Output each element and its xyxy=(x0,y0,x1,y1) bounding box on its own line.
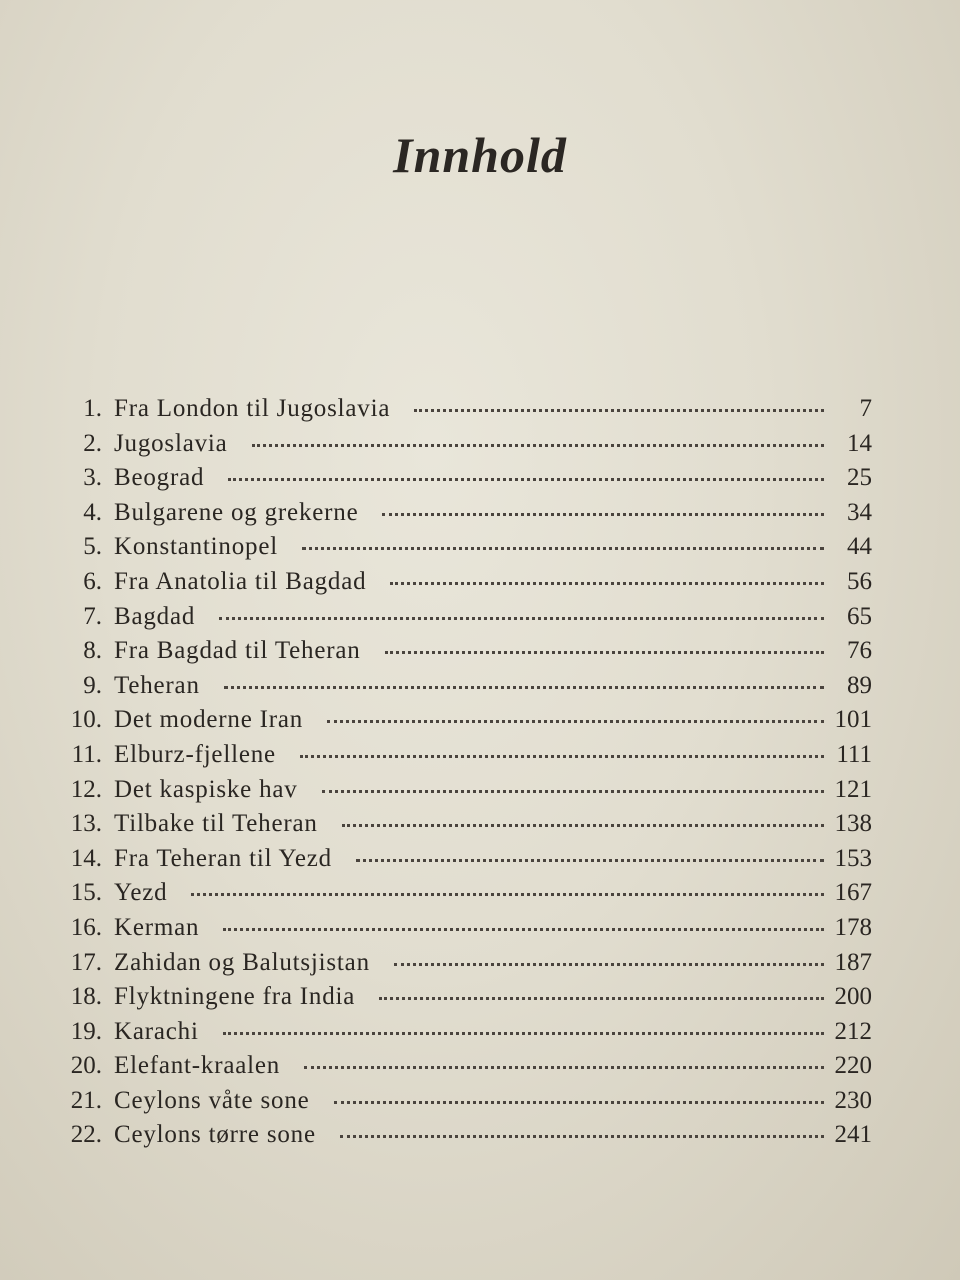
toc-entry xyxy=(52,637,872,672)
dot-leader xyxy=(224,686,824,689)
page-number: 167 xyxy=(834,879,872,907)
dot-leader xyxy=(322,790,824,793)
chapter-title: Elefant-kraalen xyxy=(114,1052,281,1080)
toc-entry xyxy=(52,1087,872,1122)
dot-leader xyxy=(334,1101,824,1104)
chapter-number: 18. xyxy=(70,983,102,1011)
chapter-number: 16. xyxy=(70,913,102,941)
chapter-title: Elburz-fjellene xyxy=(114,740,276,768)
chapter-number: 22. xyxy=(70,1121,102,1149)
dot-leader xyxy=(300,755,824,758)
dot-leader xyxy=(340,1135,824,1138)
chapter-number: 13. xyxy=(70,810,102,838)
chapter-title: Ceylons tørre sone xyxy=(114,1121,316,1149)
page-number: 111 xyxy=(836,740,872,768)
toc-entry xyxy=(52,741,872,776)
page-number: 44 xyxy=(847,533,872,561)
chapter-title: Karachi xyxy=(114,1017,199,1045)
page-number: 89 xyxy=(847,671,872,699)
table-of-contents xyxy=(52,395,872,1156)
chapter-number: 14. xyxy=(70,844,102,872)
chapter-number: 20. xyxy=(70,1052,102,1080)
page-number: 25 xyxy=(847,464,872,492)
chapter-title: Bulgarene og grekerne xyxy=(114,498,359,526)
chapter-number: 15. xyxy=(70,879,102,907)
toc-entry xyxy=(52,776,872,811)
dot-leader xyxy=(342,824,824,827)
chapter-number: 10. xyxy=(70,706,102,734)
toc-entry xyxy=(52,672,872,707)
chapter-number: 21. xyxy=(70,1086,102,1114)
chapter-title: Yezd xyxy=(114,879,168,907)
dot-leader xyxy=(252,444,824,447)
chapter-title: Bagdad xyxy=(114,602,196,630)
dot-leader xyxy=(304,1066,824,1069)
chapter-title: Fra London til Jugoslavia xyxy=(114,395,391,422)
page-number: 230 xyxy=(834,1086,872,1114)
chapter-title: Kerman xyxy=(114,913,200,941)
dot-leader xyxy=(382,513,824,516)
chapter-number: 17. xyxy=(70,948,102,976)
chapter-number: 8. xyxy=(83,637,102,665)
chapter-title: Teheran xyxy=(114,671,200,699)
dot-leader xyxy=(414,409,824,412)
chapter-title: Flyktningene fra India xyxy=(114,983,356,1011)
page-number: 65 xyxy=(847,602,872,630)
toc-entry xyxy=(52,603,872,638)
chapter-title: Det moderne Iran xyxy=(114,706,304,734)
page-number: 200 xyxy=(834,983,872,1011)
dot-leader xyxy=(394,963,824,966)
chapter-title: Tilbake til Teheran xyxy=(114,810,318,838)
dot-leader xyxy=(302,547,824,550)
chapter-title: Det kaspiske hav xyxy=(114,775,298,803)
page-number: 212 xyxy=(834,1017,872,1045)
dot-leader xyxy=(356,859,824,862)
toc-entry xyxy=(52,845,872,880)
toc-entry xyxy=(52,706,872,741)
page-number: 121 xyxy=(834,775,872,803)
chapter-number: 4. xyxy=(83,498,102,526)
toc-entry xyxy=(52,1121,872,1156)
dot-leader xyxy=(379,997,824,1000)
page-number: 138 xyxy=(834,810,872,838)
page-number: 178 xyxy=(834,913,872,941)
chapter-number: 5. xyxy=(83,533,102,561)
chapter-title: Beograd xyxy=(114,464,205,492)
chapter-number: 19. xyxy=(70,1017,102,1045)
toc-entry xyxy=(52,499,872,534)
page-number: 14 xyxy=(847,429,872,457)
dot-leader xyxy=(327,720,824,723)
page-number: 56 xyxy=(847,567,872,595)
toc-entry xyxy=(52,1018,872,1053)
chapter-number: 3. xyxy=(83,464,102,492)
chapter-number: 9. xyxy=(83,671,102,699)
toc-entry xyxy=(52,395,872,430)
toc-entry xyxy=(52,810,872,845)
toc-entry xyxy=(52,983,872,1018)
toc-entry xyxy=(52,430,872,465)
chapter-title: Fra Bagdad til Teheran xyxy=(114,637,361,665)
chapter-title: Konstantinopel xyxy=(114,533,278,561)
chapter-number: 11. xyxy=(71,740,102,768)
toc-entry xyxy=(52,949,872,984)
dot-leader xyxy=(228,478,824,481)
dot-leader xyxy=(219,617,824,620)
dot-leader xyxy=(223,1032,824,1035)
chapter-number: 1. xyxy=(83,395,102,422)
chapter-number: 12. xyxy=(70,775,102,803)
page-number: 187 xyxy=(834,948,872,976)
toc-entry xyxy=(52,533,872,568)
page-number: 220 xyxy=(834,1052,872,1080)
toc-entry xyxy=(52,568,872,603)
chapter-title: Ceylons våte sone xyxy=(114,1086,310,1114)
chapter-number: 6. xyxy=(83,567,102,595)
page-number: 153 xyxy=(834,844,872,872)
dot-leader xyxy=(390,582,824,585)
chapter-number: 2. xyxy=(83,429,102,457)
dot-leader xyxy=(191,893,824,896)
page-number: 34 xyxy=(847,498,872,526)
chapter-title: Fra Teheran til Yezd xyxy=(114,844,332,872)
page-number: 76 xyxy=(847,637,872,665)
page-number: 101 xyxy=(834,706,872,734)
page-title: Innhold xyxy=(393,126,567,183)
page-number: 241 xyxy=(834,1121,872,1149)
chapter-number: 7. xyxy=(83,602,102,630)
dot-leader xyxy=(385,651,824,654)
chapter-title: Fra Anatolia til Bagdad xyxy=(114,567,367,595)
toc-entry xyxy=(52,1052,872,1087)
toc-entry xyxy=(52,914,872,949)
chapter-title: Zahidan og Balutsjistan xyxy=(114,948,370,976)
page-number: 7 xyxy=(859,395,872,422)
chapter-title: Jugoslavia xyxy=(114,429,228,457)
toc-entry xyxy=(52,879,872,914)
toc-entry xyxy=(52,464,872,499)
dot-leader xyxy=(223,928,824,931)
